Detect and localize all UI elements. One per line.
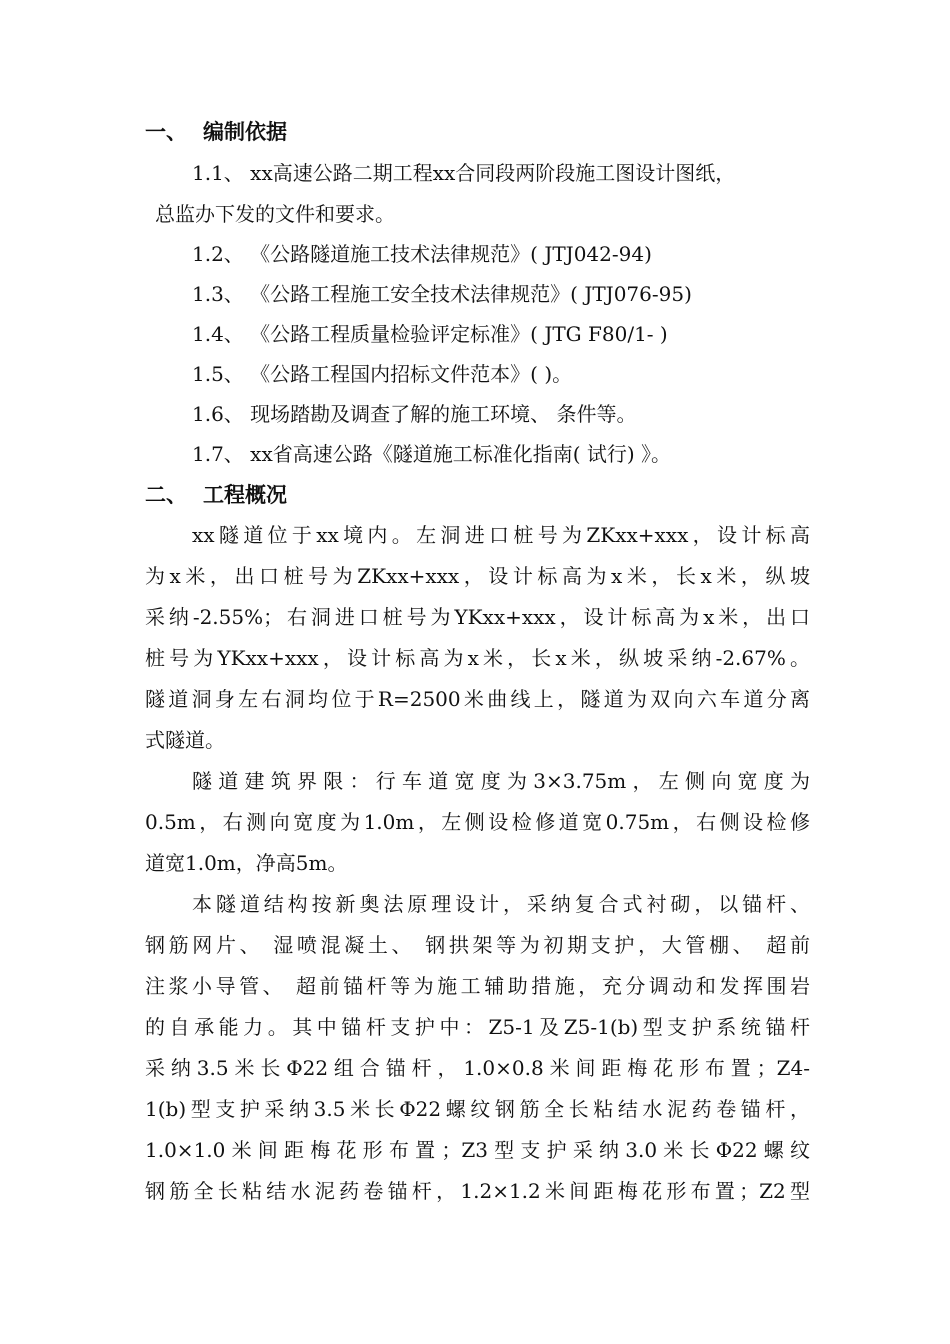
section-title: 编制依据 [203,120,287,144]
overview-line: 道宽1.0m，净高5m。 [145,851,348,875]
overview-line: 采纳-2.55%；右洞进口桩号为YKxx+xxx，设计标高为x米，出口 [145,605,810,629]
overview-line: 钢筋全长粘结水泥药卷锚杆，1.2×1.2米间距梅花形布置；Z2型 [145,1179,810,1203]
basis-item-1-4: 1.4、 《公路工程质量检验评定标准》( JTG F80/1- ) [192,322,668,346]
overview-line: 钢筋网片、 湿喷混凝土、 钢拱架等为初期支护，大管棚、 超前 [145,933,810,957]
basis-item-1-5: 1.5、 《公路工程国内招标文件范本》( )。 [192,362,573,386]
basis-item-1-3: 1.3、 《公路工程施工安全技术法律规范》( JTJ076-95) [192,282,692,306]
overview-line: 注浆小导管、 超前锚杆等为施工辅助措施，充分调动和发挥围岩 [145,974,810,998]
section-heading-basis [145,117,287,147]
overview-line: 隧道洞身左右洞均位于R=2500米曲线上，隧道为双向六车道分离 [145,687,810,711]
basis-item-1-1: 1.1、 xx高速公路二期工程xx合同段两阶段施工图设计图纸， [192,161,736,185]
section-number: 一、 [145,120,187,144]
overview-line: 为x米，出口桩号为ZKxx+xxx，设计标高为x米，长x米，纵坡 [145,564,810,588]
basis-item-1-2: 1.2、 《公路隧道施工技术法律规范》( JTJ042-94) [192,242,652,266]
overview-line: 本隧道结构按新奥法原理设计，采纳复合式衬砌，以锚杆、 [192,892,810,916]
overview-line: 隧道建筑界限：行车道宽度为3×3.75m，左侧向宽度为 [192,769,810,793]
section-number: 二、 [145,483,187,507]
basis-item-1-1-cont: 总监办下发的文件和要求。 [155,202,395,226]
overview-line: 的自承能力。其中锚杆支护中：Z5-1及Z5-1(b)型支护系统锚杆 [145,1015,810,1039]
basis-item-1-6: 1.6、 现场踏勘及调查了解的施工环境、 条件等。 [192,402,637,426]
overview-line: 采纳3.5米长Φ22组合锚杆，1.0×0.8米间距梅花形布置；Z4- [145,1056,810,1080]
overview-line: xx隧道位于xx境内。左洞进口桩号为ZKxx+xxx，设计标高 [192,523,810,547]
section-title: 工程概况 [203,483,287,507]
overview-line: 0.5m，右测向宽度为1.0m，左侧设检修道宽0.75m，右侧设检修 [145,810,810,834]
overview-line: 1(b)型支护采纳3.5米长Φ22螺纹钢筋全长粘结水泥药卷锚杆， [145,1097,810,1121]
overview-line: 1.0×1.0米间距梅花形布置；Z3型支护采纳3.0米长Φ22螺纹 [145,1138,810,1162]
overview-line: 式隧道。 [145,728,225,752]
basis-item-1-7: 1.7、 xx省高速公路《隧道施工标准化指南( 试行) 》。 [192,442,672,466]
overview-line: 桩号为YKxx+xxx，设计标高为x米，长x米，纵坡采纳-2.67%。 [145,646,810,670]
section-heading-overview [145,480,287,510]
